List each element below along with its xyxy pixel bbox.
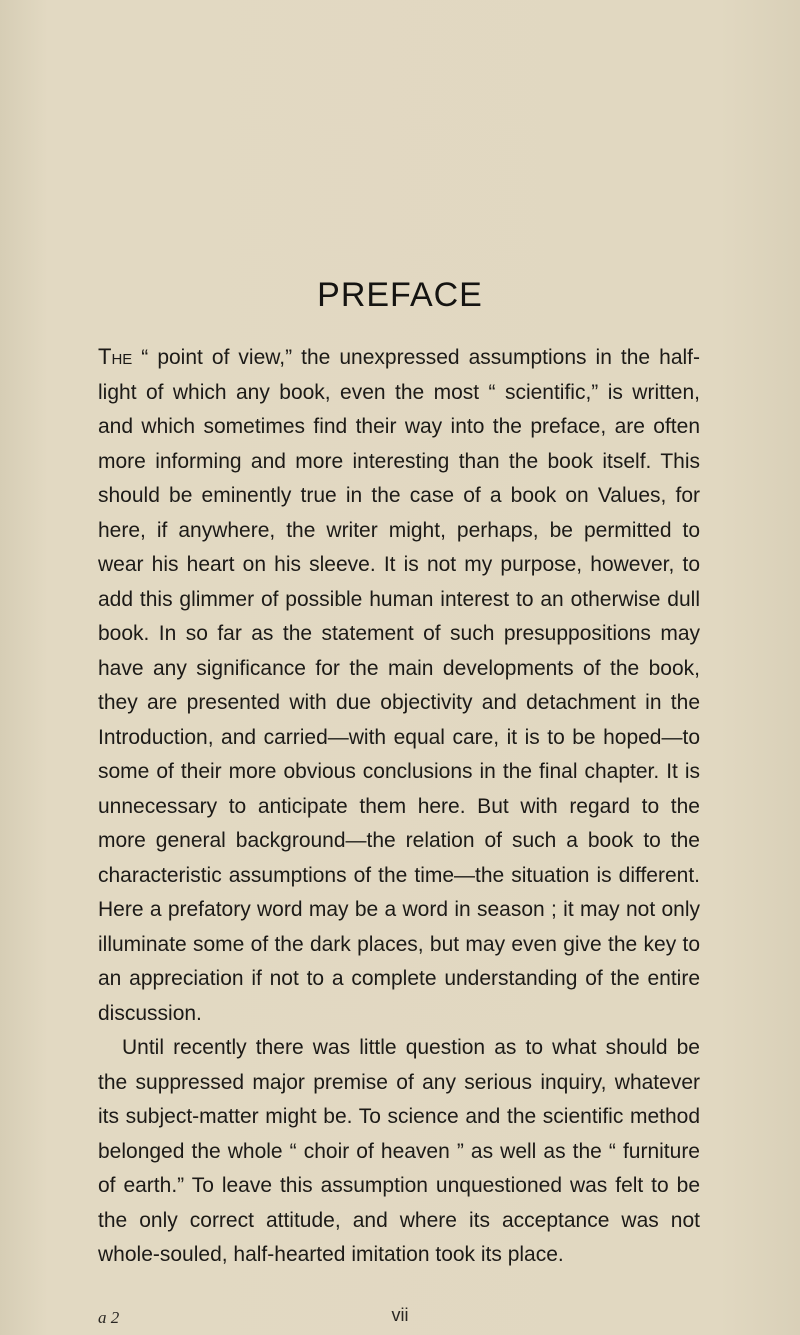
paragraph-1-text: “ point of view,” the unexpressed assumptions in the half-light of which any book, even the most “ scientific,” is written, and which sometimes find their way into the preface, are often more informing and more interesting than the book itself. This should be eminently true in the case of a book on Values, for here, if anywhere, the writer might, perhaps, be permitted to wear his heart on his sleeve. It is not my purpose, however, to add this glimmer of possible human interest to an otherwise dull book. In so far as the statement of such presuppositions may have any significance for the main developments of the book, they are presented with due objectivity and detachment in the Introduction, and carried—with equal care, it is to be hoped—to some of their more obvious conclusions in the final chapter. It is unnecessary to anticipate them here. But with regard to the more general background—the relation of such a book to the characteristic assumptions of the time—the situation is different. Here a prefatory word may be a word in season ; it may not only illuminate some of the dark places, but may even give the key to an appreciation if not to a complete understanding of the entire discussion. bbox=[98, 346, 700, 1025]
signature-mark: a 2 bbox=[98, 1308, 120, 1327]
page-number: vii bbox=[391, 1305, 409, 1325]
page-title: PREFACE bbox=[317, 276, 483, 314]
paragraph-1 bbox=[98, 340, 700, 1031]
opening-word: The bbox=[98, 344, 133, 369]
paragraph-2: Until recently there was little question as to what should be the suppressed major premise of any serious inquiry, whatever its subject-matter might be. To science and the scientific method belonged the whole “ choir of heaven ” as well as the “ furniture of earth.” To leave this assumption unquestioned was felt to be the only correct attitude, and where its acceptance was not whole-souled, half-hearted imitation took its place. bbox=[98, 1036, 700, 1266]
preface-body bbox=[98, 340, 700, 1273]
